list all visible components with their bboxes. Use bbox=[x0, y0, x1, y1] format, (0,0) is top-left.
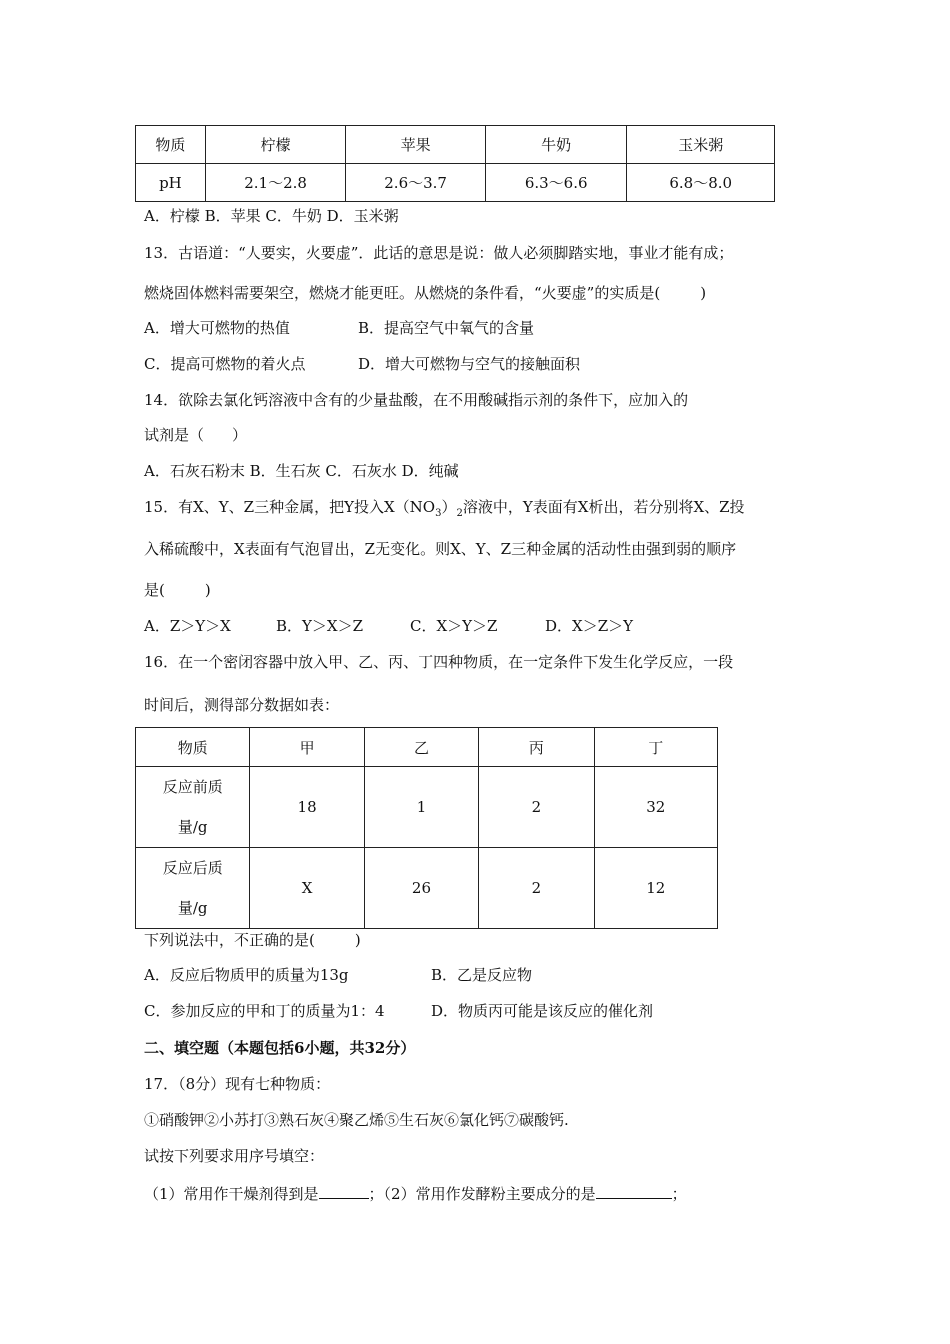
q15-option-a: A．Z＞Y＞X bbox=[144, 617, 231, 635]
q15-text: 溶液中，Y表面有X析出，若分别将X、Z投 bbox=[462, 498, 745, 516]
section-title: 二、填空题（本题包括6小题，共32分） bbox=[144, 1039, 416, 1057]
ph-table-cell: 2.1～2.8 bbox=[205, 164, 346, 202]
answer-blank[interactable] bbox=[596, 1182, 672, 1199]
q17-line4 bbox=[144, 1182, 687, 1204]
q13-option-d: D．增大可燃物与空气的接触面积 bbox=[358, 355, 581, 373]
q15-option-b: B．Y＞X＞Z bbox=[276, 617, 364, 635]
ph-table-header-cell: 物质 bbox=[136, 126, 206, 164]
q15-paren-close: ) bbox=[204, 581, 211, 599]
ph-table-header-cell: 苹果 bbox=[346, 126, 486, 164]
q15-text: 15．有X、Y、Z三种金属，把Y投入X（NO bbox=[144, 498, 436, 516]
q14-options: A．石灰石粉末 B．生石灰 C．石灰水 D．纯碱 bbox=[144, 462, 459, 480]
q17-text: （1）常用作干燥剂得到是 bbox=[144, 1185, 319, 1203]
ph-table bbox=[135, 125, 775, 202]
ph-table-header-cell: 牛奶 bbox=[485, 126, 627, 164]
q16-question bbox=[144, 930, 361, 950]
q13-option-b: B．提高空气中氧气的含量 bbox=[358, 319, 535, 337]
answer-blank[interactable] bbox=[319, 1182, 369, 1199]
q13-line2 bbox=[144, 283, 706, 303]
mass-table-header-cell: 甲 bbox=[250, 728, 364, 767]
q15-line3 bbox=[144, 580, 211, 600]
q15-line1 bbox=[144, 497, 745, 524]
mass-table-header-cell: 乙 bbox=[364, 728, 478, 767]
ph-table-cell: 6.3～6.6 bbox=[485, 164, 627, 202]
q14-paren-close: ） bbox=[232, 426, 248, 444]
q17-text: ；（2）常用作发酵粉主要成分的是 bbox=[368, 1185, 596, 1203]
q16-option-d: D．物质丙可能是该反应的催化剂 bbox=[431, 1002, 654, 1020]
q13-option-c: C．提高可燃物的着火点 bbox=[144, 355, 306, 373]
q15-line2: 入稀硫酸中，X表面有气泡冒出，Z无变化。则X、Y、Z三种金属的活动性由强到弱的顺序 bbox=[144, 540, 737, 558]
mass-table-cell: 18 bbox=[250, 767, 364, 848]
q15-text: ） bbox=[441, 498, 457, 516]
mass-table-cell: X bbox=[250, 848, 364, 929]
q17-text: ； bbox=[671, 1185, 687, 1203]
mass-table-header-cell: 丁 bbox=[594, 728, 717, 767]
q16-stem: 下列说法中，不正确的是( bbox=[144, 931, 315, 949]
mass-table-cell: 2 bbox=[479, 767, 594, 848]
mass-table-cell: 2 bbox=[479, 848, 594, 929]
q15-stem: 是( bbox=[144, 581, 165, 599]
mass-table-header-cell: 丙 bbox=[479, 728, 594, 767]
ph-table-cell: pH bbox=[136, 164, 206, 202]
ph-table-cell: 6.8～8.0 bbox=[627, 164, 775, 202]
mass-table-row-label bbox=[136, 848, 250, 929]
q16-option-a: A．反应后物质甲的质量为13g bbox=[144, 966, 349, 984]
row-label-line: 量/g bbox=[177, 818, 208, 836]
q17-line2: ①硝酸钾②小苏打③熟石灰④聚乙烯⑤生石灰⑥氯化钙⑦碳酸钙. bbox=[144, 1111, 569, 1129]
q16-line1: 16．在一个密闭容器中放入甲、乙、丙、丁四种物质，在一定条件下发生化学反应，一段 bbox=[144, 653, 734, 671]
q13-option-a: A．增大可燃物的热值 bbox=[144, 319, 290, 337]
ph-table-header-cell: 玉米粥 bbox=[627, 126, 775, 164]
mass-table-header-cell: 物质 bbox=[136, 728, 250, 767]
q14-stem: 试剂是（ bbox=[144, 426, 205, 444]
q15-sub: 3 bbox=[435, 508, 442, 519]
q13-paren-close: ) bbox=[700, 284, 707, 302]
q15-option-c: C．X＞Y＞Z bbox=[410, 617, 498, 635]
q13-stem: 燃烧固体燃料需要架空，燃烧才能更旺。从燃烧的条件看，“火要虚”的实质是( bbox=[144, 284, 661, 302]
row-label-line: 反应前质 bbox=[162, 778, 223, 796]
row-label-line: 量/g bbox=[177, 899, 208, 917]
mass-table-row-label bbox=[136, 767, 250, 848]
q16-option-c: C．参加反应的甲和丁的质量为1：4 bbox=[144, 1002, 385, 1020]
ph-table-header-cell: 柠檬 bbox=[205, 126, 346, 164]
mass-table-cell: 26 bbox=[364, 848, 478, 929]
q16-option-b: B．乙是反应物 bbox=[431, 966, 533, 984]
q16-line2: 时间后，测得部分数据如表： bbox=[144, 696, 340, 714]
mass-table-cell: 32 bbox=[594, 767, 717, 848]
mass-table bbox=[135, 727, 718, 929]
mass-table-cell: 12 bbox=[594, 848, 717, 929]
q13-line1: 13．古语道：“人要实，火要虚”．此话的意思是说：做人必须脚踏实地，事业才能有成； bbox=[144, 244, 734, 262]
q15-option-d: D．X＞Z＞Y bbox=[545, 617, 634, 635]
q12-options: A．柠檬 B．苹果 C．牛奶 D．玉米粥 bbox=[144, 207, 399, 225]
q15-sub: 2 bbox=[456, 508, 463, 519]
q16-paren-close: ) bbox=[354, 931, 361, 949]
mass-table-cell: 1 bbox=[364, 767, 478, 848]
q14-line1: 14．欲除去氯化钙溶液中含有的少量盐酸，在不用酸碱指示剂的条件下，应加入的 bbox=[144, 391, 689, 409]
q17-line1: 17．（8分）现有七种物质： bbox=[144, 1075, 331, 1093]
row-label-line: 反应后质 bbox=[162, 859, 223, 877]
q14-line2 bbox=[144, 425, 247, 445]
ph-table-cell: 2.6～3.7 bbox=[346, 164, 486, 202]
q17-line3: 试按下列要求用序号填空： bbox=[144, 1147, 325, 1165]
